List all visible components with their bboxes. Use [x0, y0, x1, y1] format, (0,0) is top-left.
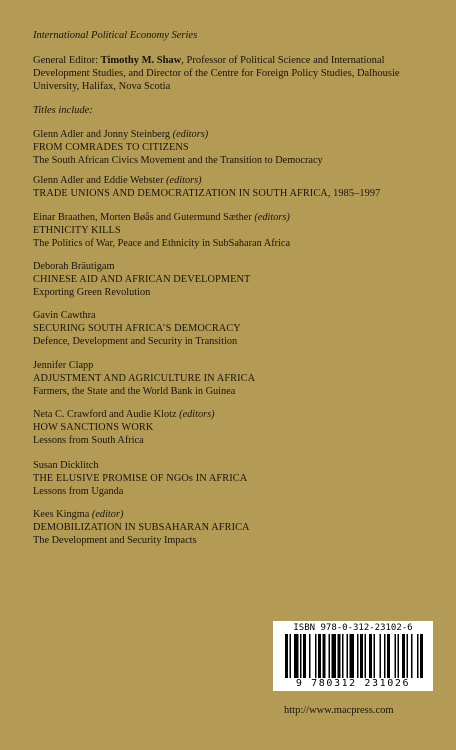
barcode-bar: [350, 634, 355, 678]
barcode-bar: [332, 634, 337, 678]
barcode-bar: [329, 634, 331, 678]
book-authors: Kees Kingma (editor): [33, 509, 124, 520]
book-subtitle: Defence, Development and Security in Transition: [33, 336, 238, 347]
book-authors: Susan Dicklitch: [33, 460, 99, 471]
barcode-bar: [338, 634, 341, 678]
barcode-digits: 9 780312 231026: [295, 678, 411, 689]
barcode-bar: [323, 634, 326, 678]
book-title: TRADE UNIONS AND DEMOCRATIZATION IN SOUTH AFRICA, 1985–1997: [33, 188, 381, 199]
barcode-bar: [402, 634, 405, 678]
book-title: HOW SANCTIONS WORK: [33, 422, 154, 433]
book-entry: [33, 359, 438, 398]
barcode-bar: [357, 634, 359, 678]
book-title: ETHNICITY KILLS: [33, 225, 121, 236]
book-title: THE ELUSIVE PROMISE OF NGOs IN AFRICA: [33, 473, 248, 484]
barcode-bar: [285, 634, 288, 678]
barcode-bars: [273, 634, 433, 678]
book-entry: [33, 408, 438, 447]
book-subtitle: The South African Civics Movement and the Transition to Democracy: [33, 155, 323, 166]
book-authors: Deborah Bräutigam: [33, 261, 115, 272]
book-authors: Jennifer Clapp: [33, 360, 94, 371]
barcode-bar: [395, 634, 397, 678]
book-entry: [33, 508, 438, 547]
book-subtitle: Exporting Green Revolution: [33, 287, 151, 298]
book-title: FROM COMRADES TO CITIZENS: [33, 142, 189, 153]
barcode-bar: [407, 634, 409, 678]
general-editor: [33, 54, 433, 93]
editor-prefix: General Editor:: [33, 55, 101, 66]
barcode-bar: [369, 634, 372, 678]
series-title: International Political Economy Series: [33, 30, 198, 41]
book-entry: [33, 211, 438, 250]
titles-heading: Titles include:: [33, 105, 93, 116]
book-entry: [33, 309, 438, 348]
barcode-bar: [309, 634, 311, 678]
book-entry: [33, 459, 438, 498]
isbn-label: ISBN 978-0-312-23102-6: [293, 623, 413, 633]
editor-details: , Professor of Political Science and International Development Studies, and Director of the Centre for Foreign Policy Studies, Dalhousie University, Halifax, Nova Scotia: [33, 55, 400, 92]
book-authors: Gavin Cawthra: [33, 310, 96, 321]
barcode-bar: [420, 634, 423, 678]
barcode-bar: [347, 634, 349, 678]
book-subtitle: Lessons from South Africa: [33, 435, 144, 446]
book-subtitle: The Politics of War, Peace and Ethnicity in SubSaharan Africa: [33, 238, 291, 249]
barcode-bar: [318, 634, 321, 678]
book-subtitle: Farmers, the State and the World Bank in Guinea: [33, 386, 236, 397]
book-authors: Einar Braathen, Morten Bøås and Gutermund Sæther (editors): [33, 212, 290, 223]
barcode-bar: [342, 634, 344, 678]
isbn-barcode: [273, 621, 433, 691]
barcode-bar: [365, 634, 367, 678]
book-authors: Glenn Adler and Eddie Webster (editors): [33, 175, 202, 186]
editor-name: Timothy M. Shaw: [100, 55, 182, 66]
barcode-bar: [290, 634, 292, 678]
book-entry: [33, 260, 438, 299]
book-authors: Neta C. Crawford and Audie Klotz (editors): [33, 409, 215, 420]
book-title: CHINESE AID AND AFRICAN DEVELOPMENT: [33, 274, 251, 285]
barcode-bar: [374, 634, 376, 678]
barcode-bar: [384, 634, 386, 678]
barcode-bar: [360, 634, 363, 678]
book-title: ADJUSTMENT AND AGRICULTURE IN AFRICA: [33, 373, 256, 384]
barcode-bar: [300, 634, 302, 678]
barcode-bar: [411, 634, 413, 678]
book-entry: [33, 174, 438, 200]
barcode-bar: [315, 634, 317, 678]
barcode-bar: [398, 634, 400, 678]
barcode-bar: [294, 634, 299, 678]
book-title: SECURING SOUTH AFRICA’S DEMOCRACY: [33, 323, 241, 334]
book-authors: Glenn Adler and Jonny Steinberg (editors): [33, 129, 209, 140]
barcode-bar: [417, 634, 419, 678]
book-subtitle: Lessons from Uganda: [33, 486, 124, 497]
book-entry: [33, 128, 438, 167]
barcode-bar: [380, 634, 382, 678]
book-title: DEMOBILIZATION IN SUBSAHARAN AFRICA: [33, 522, 250, 533]
barcode-bar: [387, 634, 390, 678]
barcode-bar: [303, 634, 306, 678]
book-subtitle: The Development and Security Impacts: [33, 535, 197, 546]
publisher-url: http://www.macpress.com: [284, 705, 394, 716]
